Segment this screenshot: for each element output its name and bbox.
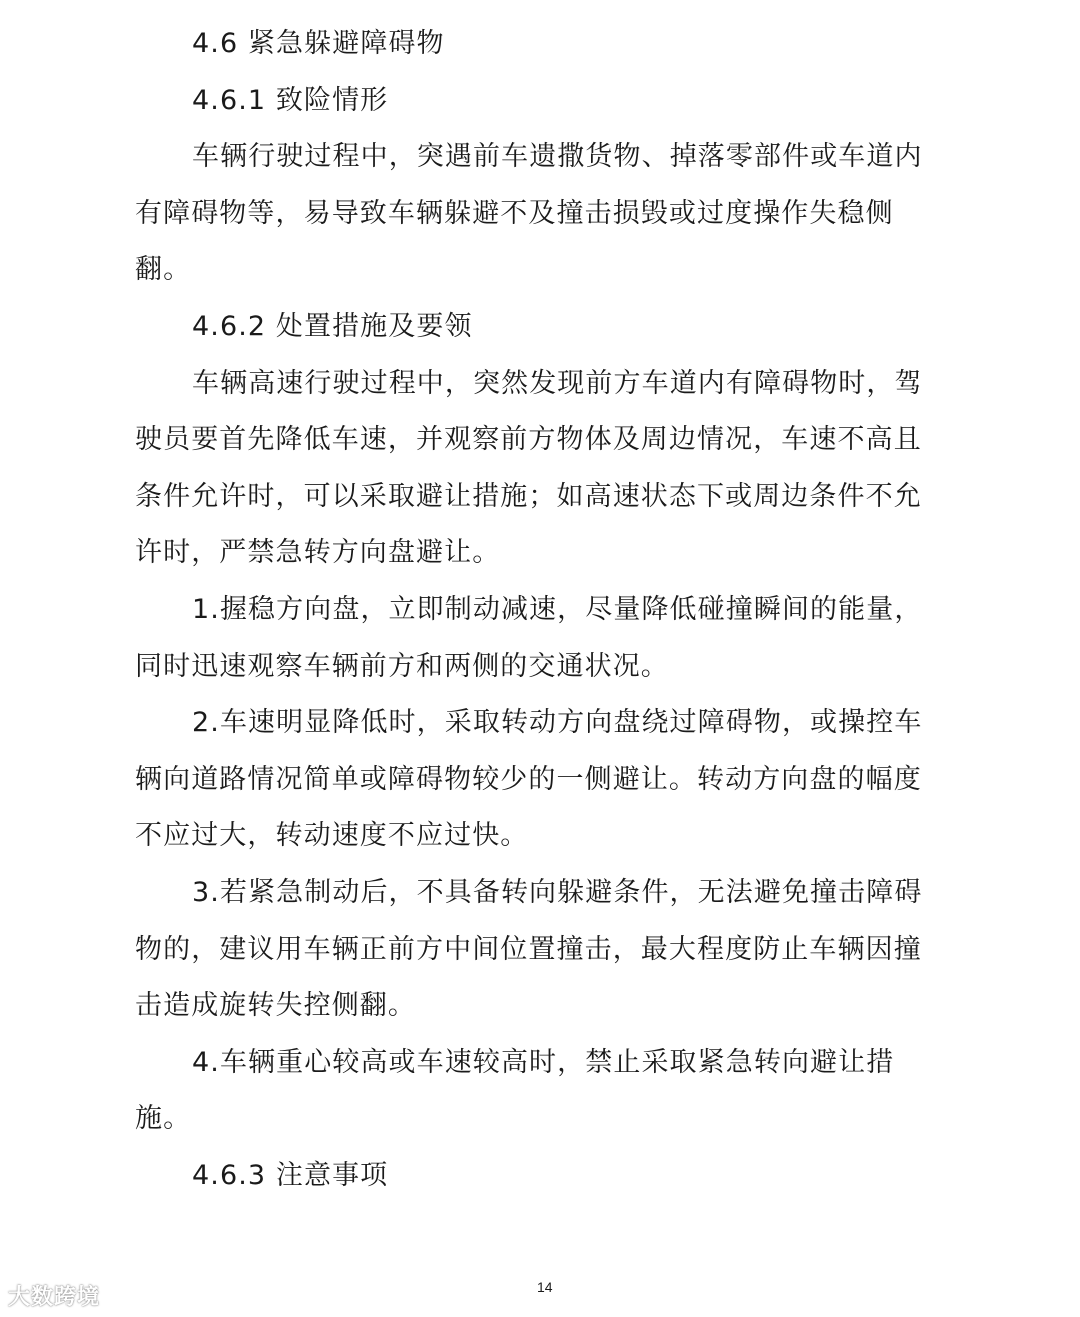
document-body (135, 24, 965, 1212)
text-line: 不应过大，转动速度不应过快。 (135, 820, 529, 852)
text-line: 条件允许时，可以采取避让措施；如高速状态下或周边条件不允 (135, 480, 922, 512)
text-line: 1.握稳方向盘，立即制动减速，尽量降低碰撞瞬间的能量， (192, 593, 923, 625)
text-line: 物的，建议用车辆正前方中间位置撞击，最大程度防止车辆因撞 (135, 933, 922, 965)
text-line: 辆向道路情况简单或障碍物较少的一侧避让。转动方向盘的幅度 (135, 763, 922, 795)
text-line: 2.车速明显降低时，采取转动方向盘绕过障碍物，或操控车 (192, 707, 923, 739)
text-line: 车辆行驶过程中，突遇前车遗撒货物、掉落零部件或车道内 (192, 141, 923, 173)
text-line: 车辆高速行驶过程中，突然发现前方车道内有障碍物时，驾 (192, 367, 923, 399)
text-line: 3.若紧急制动后，不具备转向躲避条件，无法避免撞击障碍 (192, 876, 923, 908)
text-line: 4.6 紧急躲避障碍物 (192, 28, 445, 59)
text-line: 有障碍物等，易导致车辆躲避不及撞击损毁或过度操作失稳侧 (135, 197, 894, 229)
text-line: 4.6.2 处置措施及要领 (192, 310, 473, 342)
text-line: 翻。 (135, 254, 192, 286)
text-line: 4.6.1 致险情形 (192, 84, 389, 116)
text-line: 击造成旋转失控侧翻。 (135, 990, 416, 1022)
text-line: 同时迅速观察车辆前方和两侧的交通状况。 (135, 650, 669, 682)
text-line: 4.车辆重心较高或车速较高时，禁止采取紧急转向避让措 (192, 1046, 895, 1078)
page-number: 14 (537, 1279, 553, 1295)
watermark-logo: 大数跨境 (8, 1285, 101, 1310)
text-line: 4.6.3 注意事项 (192, 1159, 389, 1191)
text-line: 驶员要首先降低车速，并观察前方物体及周边情况，车速不高且 (135, 424, 922, 456)
text-line: 施。 (135, 1103, 192, 1135)
text-line: 许时，严禁急转方向盘避让。 (135, 537, 501, 569)
